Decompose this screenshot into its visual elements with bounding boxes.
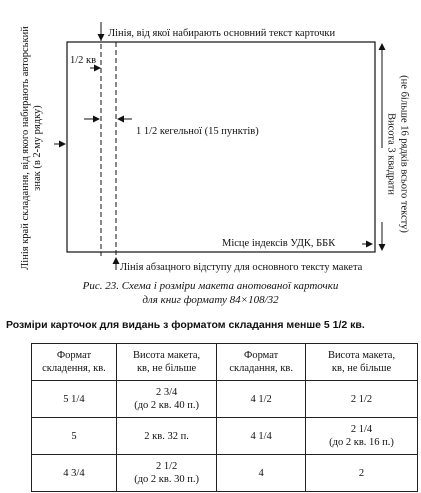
header-text: Формат — [244, 350, 279, 361]
cell-text: 5 1/4 — [63, 393, 85, 405]
figure-caption-line-1: Рис. 23. Схема і розміри макета анотованої карточки — [82, 280, 339, 292]
header-height-1 — [116, 344, 216, 381]
table-row — [32, 381, 418, 418]
height-note-1: Висота 3 квадрати — [385, 112, 397, 196]
figure-caption-line-2: для книг формату 84×108/32 — [142, 294, 279, 306]
cell-text: 2 1/4 — [350, 424, 373, 435]
header-text: кв, не більше — [331, 363, 392, 374]
half-square-label: 1/2 кв — [70, 55, 97, 66]
table-row — [32, 418, 418, 455]
cell-text: 4 — [258, 467, 264, 479]
cell-text: 2 3/4 — [155, 387, 178, 398]
cell-text: (до 2 кв. 16 п.) — [329, 437, 394, 448]
table-cell — [116, 381, 216, 418]
paragraph-indent-label: Лінія абзацного відступу для основного тексту макета — [120, 262, 363, 273]
table-header-row — [32, 344, 418, 381]
udk-bbk-label: Місце індексів УДК, ББК — [222, 238, 336, 249]
table-cell — [306, 418, 418, 455]
header-text: складення, кв. — [42, 363, 106, 374]
header-text: Висота макета, — [133, 350, 201, 361]
table-cell — [217, 381, 306, 418]
cell-text: (до 2 кв. 30 п.) — [134, 474, 199, 485]
cell-text: 2 1/2 — [155, 461, 178, 472]
header-text: кв, не більше — [136, 363, 197, 374]
cell-text: 5 — [71, 430, 77, 442]
left-margin-line-label: Лінія край складання, від якого набирають авторський знак (в 2-му рядку) — [20, 26, 43, 270]
header-format-1 — [32, 344, 117, 381]
header-format-2 — [217, 344, 306, 381]
table-cell — [32, 381, 117, 418]
height-note-2: (не більше 16 рядків всього тексту) — [398, 75, 410, 233]
table-cell — [217, 455, 306, 492]
header-text: Висота макета, — [327, 350, 396, 361]
table-title: Розміри карточок для видань з форматом складання менше 5 1/2 кв. — [6, 319, 365, 331]
table-cell — [32, 418, 117, 455]
main-text-line-label: Лінія, від якої набирають основний текст карточки — [108, 28, 336, 39]
cell-text: 4 1/4 — [250, 430, 272, 442]
table-cell — [217, 418, 306, 455]
table-cell — [306, 381, 418, 418]
table-cell — [32, 455, 117, 492]
cell-text: (до 2 кв. 40 п.) — [134, 400, 199, 411]
cell-text: 4 3/4 — [63, 467, 85, 479]
header-text: Формат — [56, 350, 92, 361]
cell-text: 2 — [358, 467, 365, 479]
table-cell — [306, 455, 418, 492]
card-sizes-table — [31, 343, 418, 492]
kegel-indent-label: 1 1/2 кегельної (15 пунктів) — [136, 126, 259, 137]
cell-text: 2 кв. 32 п. — [144, 430, 189, 442]
table-cell — [116, 455, 216, 492]
card-frame — [67, 42, 375, 252]
header-text: складання, кв. — [229, 363, 293, 374]
table-row — [32, 455, 418, 492]
cell-text: 2 1/2 — [350, 393, 373, 405]
cell-text: 4 1/2 — [250, 393, 272, 405]
table-cell — [116, 418, 216, 455]
header-height-2 — [306, 344, 418, 381]
